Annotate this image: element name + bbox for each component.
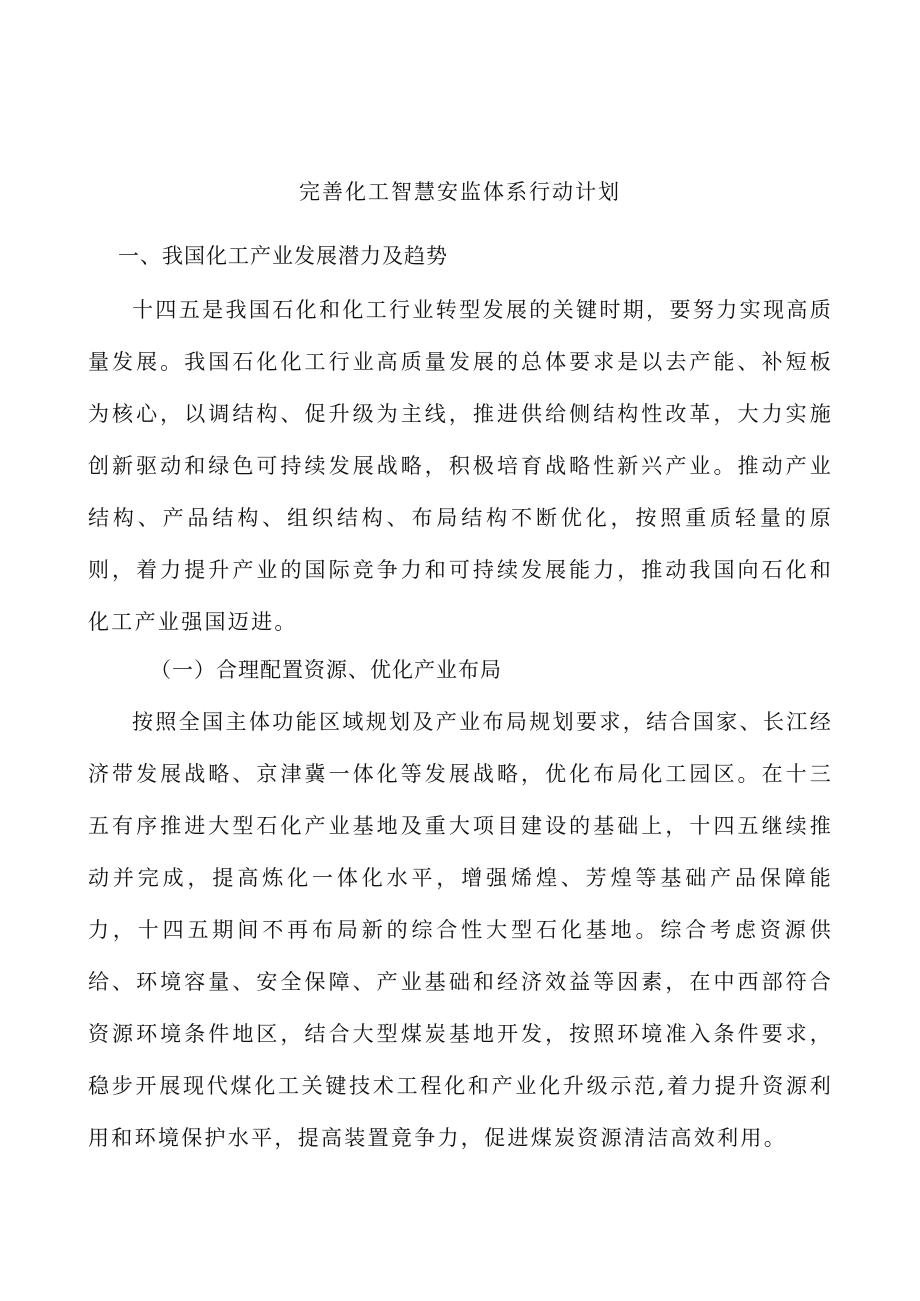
section-paragraph: 十四五是我国石化和化工行业转型发展的关键时期，要努力实现高质量发展。我国石化化工行业高质量发展的总体要求是以去产能、补短板为核心，以调结构、促升级为主线，推进供给侧结构性改革，大力实施创新驱动和绿色可持续发展战略，积极培育战略性新兴产业。推动产业结构、产品结构、组织结构、布局结构不断优化，按照重质轻量的原则，着力提升产业的国际竞争力和可持续发展能力，推动我国向石化和化工产业强国迈进。 [88,298,833,634]
document-title: 完善化工智慧安监体系行动计划 [299,180,621,204]
subsection-heading: （一）合理配置资源、优化产业布局 [150,658,502,682]
subsection-paragraph: 按照全国主体功能区域规划及产业布局规划要求，结合国家、长江经济带发展战略、京津冀一体化等发展战略，优化布局化工园区。在十三五有序推进大型石化产业基地及重大项目建设的基础上，十四五继续推动并完成，提高炼化一体化水平，增强烯煌、芳煌等基础产品保障能力，十四五期间不再布局新的综合性大型石化基地。综合考虑资源供给、环境容量、安全保障、产业基础和经济效益等因素，在中西部符合资源环境条件地区，结合大型煤炭基地开发，按照环境准入条件要求，稳步开展现代煤化工关键技术工程化和产业化升级示范,着力提升资源利用和环境保护水平，提高装置竟争力，促进煤炭资源清洁高效利用。 [88,710,833,1150]
section-heading: 一、我国化工产业发展潜力及趋势 [118,244,448,268]
